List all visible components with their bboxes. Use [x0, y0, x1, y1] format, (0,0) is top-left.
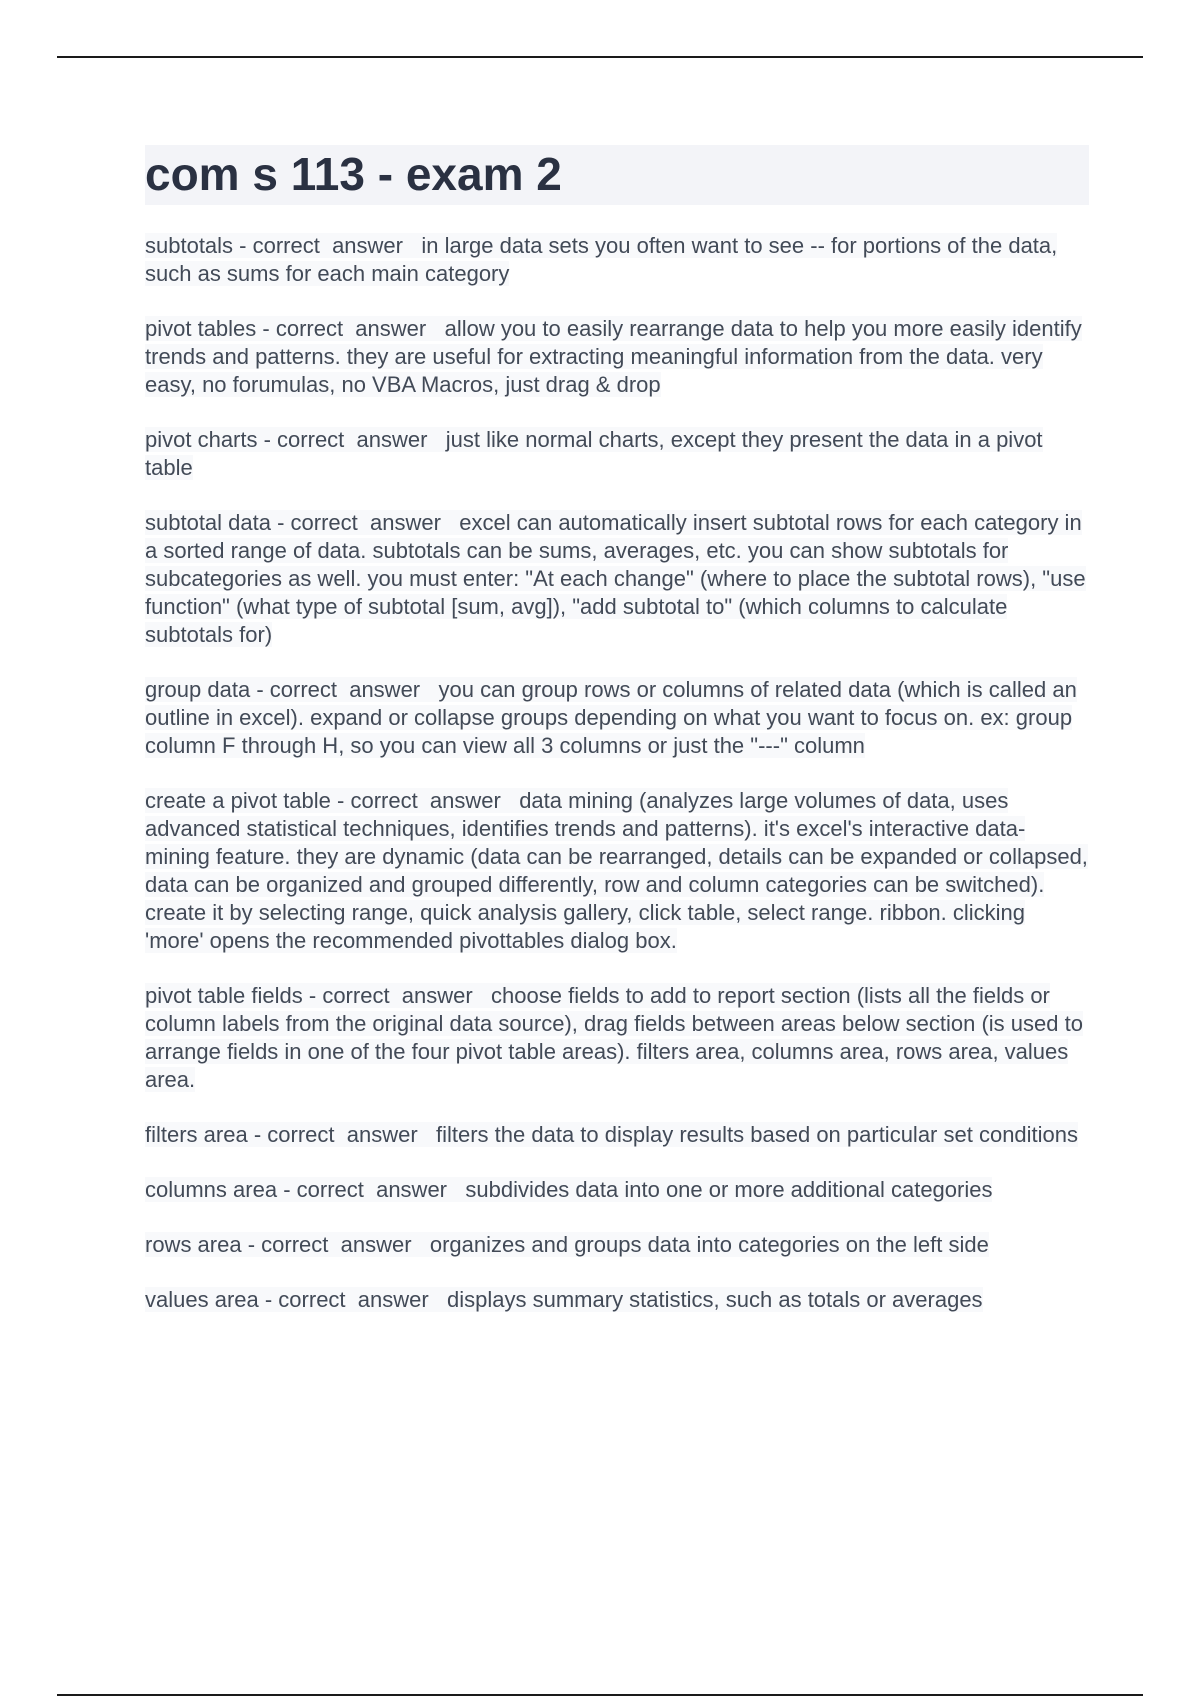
answer-marker: - correct answer: [302, 983, 492, 1008]
qa-term: values area: [145, 1287, 259, 1312]
document-body: [145, 145, 1089, 1341]
answer-marker: - correct answer: [233, 233, 422, 258]
answer-marker: - correct answer: [270, 510, 460, 535]
qa-definition: filters the data to display results based on particular set conditions: [436, 1122, 1079, 1147]
qa-definition: just like normal charts, except they present the data in a pivot table: [145, 427, 1043, 480]
answer-marker: - correct answer: [250, 677, 439, 702]
qa-definition: you can group rows or columns of related data (which is called an outline in excel). expand or collapse groups depending on what you want to focus on. ex: group column F through H, so you can view all 3 columns or just the "---" column: [145, 677, 1077, 758]
answer-marker: - correct answer: [241, 1232, 430, 1257]
answer-marker: - correct answer: [247, 1122, 436, 1147]
qa-entry: [145, 509, 1089, 649]
answer-marker: - correct answer: [277, 1177, 466, 1202]
qa-definition: subdivides data into one or more additional categories: [465, 1177, 993, 1202]
bottom-rule: [57, 1694, 1143, 1696]
qa-entry: [145, 1176, 1089, 1204]
qa-definition: displays summary statistics, such as totals or averages: [447, 1287, 983, 1312]
qa-term: pivot tables: [145, 316, 257, 341]
qa-entry: [145, 1231, 1089, 1259]
qa-entry: [145, 676, 1089, 760]
qa-entry: [145, 787, 1089, 955]
qa-term: pivot table fields: [145, 983, 303, 1008]
answer-marker: - correct answer: [330, 788, 520, 813]
qa-definition: choose fields to add to report section (lists all the fields or column labels from the original data source), drag fields between areas below section (is used to arrange fields in one of the four pivot table areas). filters area, columns area, rows area, values area.: [145, 983, 1083, 1092]
qa-term: pivot charts: [145, 427, 258, 452]
answer-marker: - correct answer: [256, 316, 445, 341]
qa-entry: [145, 232, 1089, 288]
top-rule: [57, 56, 1143, 58]
qa-entry: [145, 315, 1089, 399]
qa-definition: organizes and groups data into categories on the left side: [429, 1232, 989, 1257]
qa-definition: allow you to easily rearrange data to help you more easily identify trends and patterns. they are useful for extracting meaningful information from the data. very easy, no forumulas, no VBA Macros, just drag & drop: [145, 316, 1082, 397]
answer-marker: - correct answer: [258, 1287, 448, 1312]
qa-entry: [145, 982, 1089, 1094]
qa-definition: excel can automatically insert subtotal rows for each category in a sorted range of data. subtotals can be sums, averages, etc. you can show subtotals for subcategories as well. you must enter: "At each change" (where to place the subtotal rows), "use function" (what type of subtotal [sum, avg]), "add subtotal to" (which columns to calculate subtotals for): [145, 510, 1086, 647]
qa-term: filters area: [145, 1122, 248, 1147]
qa-definition: in large data sets you often want to see -- for portions of the data, such as sums for each main category: [145, 233, 1058, 286]
qa-definition: data mining (analyzes large volumes of data, uses advanced statistical techniques, identifies trends and patterns). it's excel's interactive data-mining feature. they are dynamic (data can be rearranged, details can be expanded or collapsed, data can be organized and grouped differently, row and column categories can be switched). create it by selecting range, quick analysis gallery, click table, select range. ribbon. clicking 'more' opens the recommended pivottables dialog box.: [145, 788, 1088, 953]
qa-term: create a pivot table: [145, 788, 331, 813]
qa-term: group data: [145, 677, 251, 702]
qa-term: rows area: [145, 1232, 242, 1257]
qa-term: columns area: [145, 1177, 278, 1202]
qa-term: subtotals: [145, 233, 234, 258]
qa-entry: [145, 1286, 1089, 1314]
qa-entry: [145, 426, 1089, 482]
qa-entry: [145, 1121, 1089, 1149]
document-title: com s 113 - exam 2: [145, 145, 1089, 205]
qa-term: subtotal data: [145, 510, 271, 535]
answer-marker: - correct answer: [257, 427, 446, 452]
qa-list: [145, 232, 1089, 1314]
